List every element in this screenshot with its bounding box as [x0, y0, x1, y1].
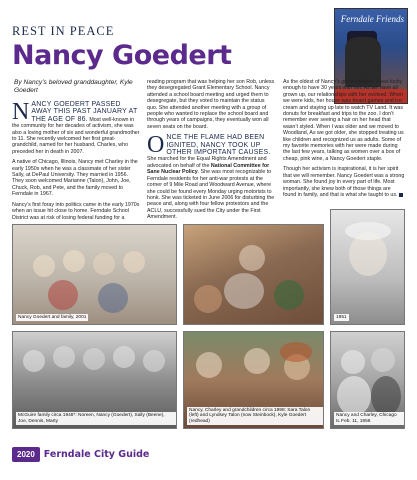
lead-text: ANCY GOEDERT PASSED AWAY THIS PAST JANUARY AT THE AGE OF 86.: [31, 101, 138, 123]
photo-caption: Nancy and Charley, Chicago IL Feb. 11, 1956: [334, 412, 404, 425]
photo-caption: Nancy Goedert and family, 2001: [18, 314, 87, 320]
article-column-3: [283, 79, 405, 202]
paragraph-text: As the oldest of Nancy’s grandchildren, I was lucky enough to have 30 years with her. As we have all grown up, our relationships with her evolved. When we were kids, her house was board games and ice cream and staying up late to watch TV Land. It was donuts for breakfast and trips to the zoo. I don’t remember ever seeing a hair on her head that wasn’t styled. When I was older and we moved to Woodland, As we got older, she stopped treating us like children and recognized us as adults. Some of my favorite memories with her were made during the last few years, talking as women over a box of cheap, pink wine, a Nancy Goedert staple.: [283, 79, 404, 162]
publication-title: Ferndale City Guide: [43, 448, 150, 460]
photo-1951-portrait: [330, 209, 405, 325]
end-mark: [399, 193, 403, 197]
photo-caption: Nancy, Charley and grandchildren circa 1998: Sara Talon (left) and Lyndsey Talon (now Steinbock), Kyle Goedert (redhead): [187, 407, 323, 425]
photo-family-2001: [12, 224, 177, 325]
photo-caption: McGuire family circa 1948*: Noreen, Nancy (Goedert), Sally (Beene), Joe, Dennis, Marty: [16, 412, 176, 425]
page-footer: [12, 444, 149, 464]
photo-mcguire-family: [12, 331, 177, 429]
cover-title: Ferndale Friends: [340, 14, 404, 24]
photo-wedding-1956: [330, 331, 405, 429]
paragraph-text: She marched for the Equal Rights Amendment and advocated on behalf of the: [147, 156, 267, 169]
lead-text: NCE THE FLAME HAD BEEN IGNITED, NANCY TOOK UP OTHER IMPORTANT CAUSES.: [166, 134, 271, 157]
bold-phrase: National Committee for Sane Nuclear Policy: [147, 162, 270, 176]
page-number-badge: 2020: [12, 447, 40, 462]
dropcap: N: [12, 99, 30, 125]
photo-grandchildren-1998: [183, 331, 324, 429]
photo-caption: 1951: [336, 314, 347, 320]
paragraph-text: Nancy’s first foray into politics came in the early 1970s when an issue hit close to home. Ferndale School District was at risk of losing federal funding for a: [12, 201, 140, 221]
article-title: Nancy Goedert: [12, 40, 232, 71]
paragraph-text: Though her activism is inspirational, it is her spirit that we will remember. Nancy Goedert was a strong woman. She found joy in every part of life. Most importantly, she knew both of those things are found in family, and that is what she taught to us.: [283, 166, 405, 198]
paragraph-text: . She was most recognizable to Ferndale residents for her anti-war protests at the corner of 9 Mile Road and Woodward Avenue, where she could be found every Monday urging motorists to honk. She was ticketed in June 2006 for disturbing the peace and, along with four fellow protestors and the ACLU, successfully sued the City under the First Amendment.: [147, 169, 275, 221]
article-kicker: REST IN PEACE: [12, 24, 115, 38]
dropcap: O: [147, 132, 165, 159]
photo-nancy-with-kids: [183, 224, 324, 325]
paragraph-text: Most well-known in the community for her decades of activism, she was also a loving mother of six and wonderful grandmother to 11. She recently welcomed her first great-grandchild, named for her husband, Charles, who preceded her in death in 2007.: [12, 116, 140, 155]
paragraph-text: A native of Chicago, Illinois, Nancy met Charley in the early 1950s when he was a classmate of her sister Sally, at DePaul University. They married in 1956. They soon welcomed Marianne (Talon), John, Joe, Chuck, Rob, and Pete, and the family moved to Ferndale in 1967.: [12, 159, 138, 198]
article-column-2: [147, 79, 275, 225]
article-column-1: [12, 101, 140, 225]
paragraph-text: reading program that was helping her son Rob, unless they desegregated Grant Elementary School. Nancy attended a school board meeting and urged them to desegregate, but they voted to maintain the status quo. She attended another meeting with a group of people who wanted to replace the school board and through years of campaigns, they eventually won all seven seats on the board.: [147, 79, 275, 130]
byline: By Nancy’s beloved granddaughter, Kyle Goedert: [14, 79, 133, 94]
